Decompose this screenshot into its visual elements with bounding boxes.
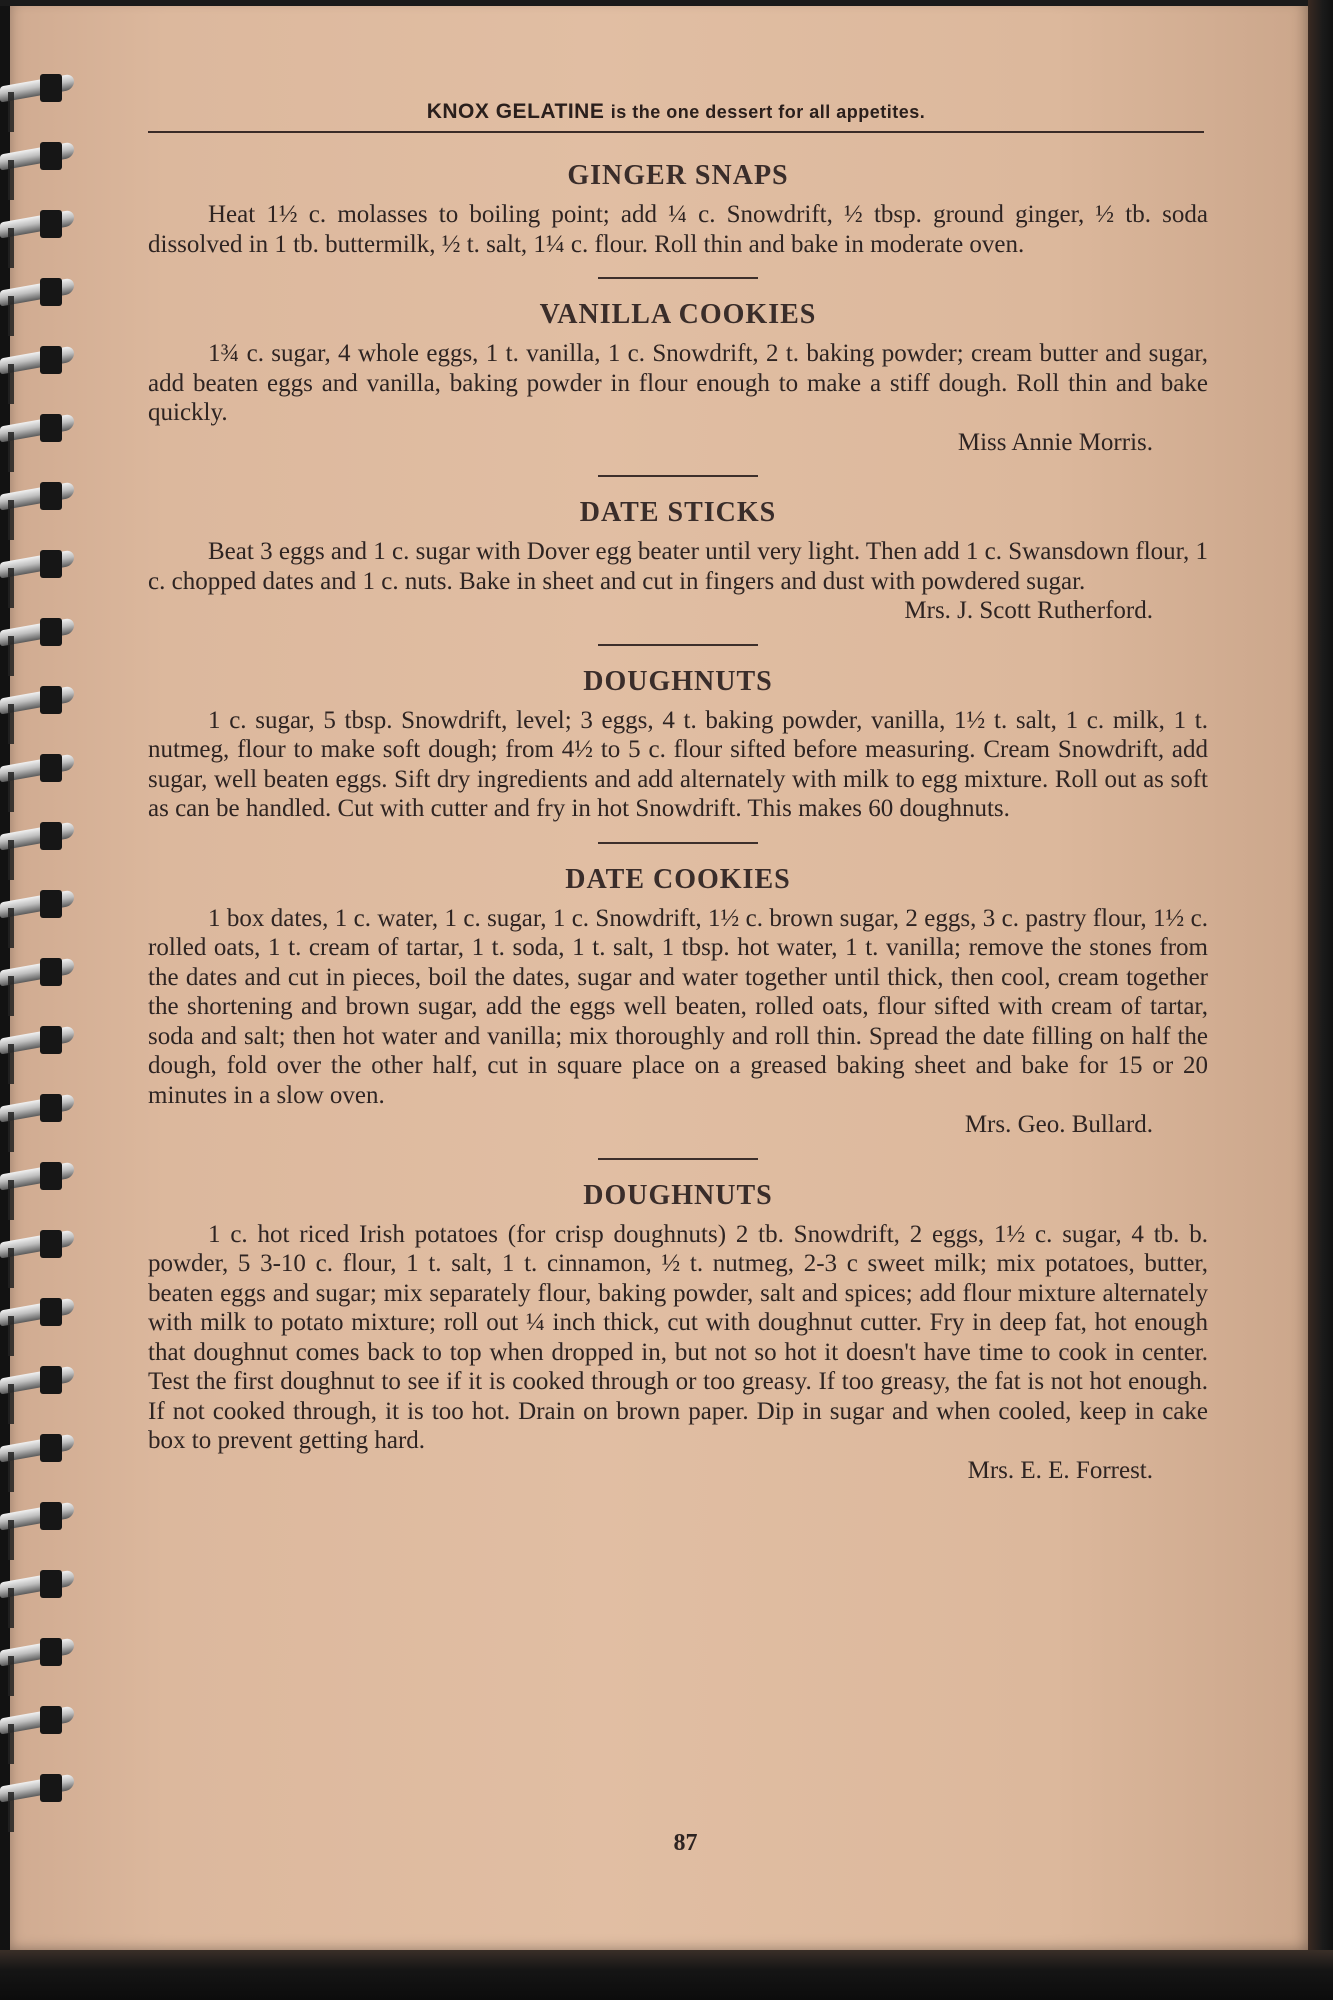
recipe-attribution: Miss Annie Morris. [957, 428, 1153, 456]
top-edge-shadow [0, 0, 1333, 6]
spiral-coil [0, 274, 82, 310]
recipe-date-sticks [148, 495, 1208, 626]
recipe-divider [598, 277, 758, 279]
spiral-binding [0, 70, 90, 1870]
recipe-body: 1 c. sugar, 5 tbsp. Snowdrift, level; 3 eggs, 4 t. baking powder, vanilla, 1½ t. salt, 1 c. milk, 1 t. nutmeg, flour to make soft dough; from 4½ to 5 c. flour sifted before measuring. Cream Snowdrift, add sugar, well beaten eggs. Sift dry ingredients and add alternately with milk to egg mixture. Roll out as soft as can be handled. Cut with cutter and fry in hot Snowdrift. This makes 60 doughnuts. [148, 706, 1208, 822]
recipe-divider [598, 475, 758, 477]
spiral-coil [0, 1022, 82, 1058]
recipe-title: DOUGHNUTS [583, 1179, 773, 1211]
spiral-coil [0, 954, 82, 990]
recipe-body: Beat 3 eggs and 1 c. sugar with Dover egg beater until very light. Then add 1 c. Swansdown flour, 1 c. chopped dates and 1 c. nuts. Bake in sheet and cut in fingers and dust with powdered sugar. [148, 538, 1208, 595]
spiral-coil [0, 1430, 82, 1466]
spiral-coil [0, 546, 82, 582]
page-header [148, 100, 1204, 124]
header-rule [148, 131, 1204, 133]
recipe-list [148, 158, 1208, 1485]
recipe-ginger-snaps [148, 158, 1208, 259]
recipe-attribution: Mrs. J. Scott Rutherford. [904, 597, 1153, 624]
recipe-title: DOUGHNUTS [583, 665, 773, 697]
spiral-coil [0, 614, 82, 650]
spiral-coil [0, 1566, 82, 1602]
recipe-body: Heat 1½ c. molasses to boiling point; add ¼ c. Snowdrift, ½ tbsp. ground ginger, ½ tb. soda dissolved in 1 tb. buttermilk, ½ t. salt, 1¼ c. flour. Roll thin and bake in moderate oven. [148, 201, 1208, 258]
recipe-attribution: Mrs. E. E. Forrest. [967, 1456, 1153, 1484]
spiral-coil [0, 70, 82, 106]
recipe-divider [598, 1158, 758, 1160]
spiral-coil [0, 750, 82, 786]
spiral-coil [0, 478, 82, 514]
spiral-coil [0, 342, 82, 378]
spiral-coil [0, 682, 82, 718]
spiral-coil [0, 818, 82, 854]
spiral-coil [0, 1362, 82, 1398]
spiral-coil [0, 1226, 82, 1262]
recipe-divider [598, 842, 758, 844]
spiral-coil [0, 886, 82, 922]
spiral-coil [0, 1294, 82, 1330]
page-number: 87 [673, 1830, 698, 1856]
spiral-coil [0, 1634, 82, 1670]
spiral-coil [0, 1702, 82, 1738]
recipe-body: 1 c. hot riced Irish potatoes (for crisp doughnuts) 2 tb. Snowdrift, 2 eggs, 1½ c. sugar, 4 tb. b. powder, 5 3-10 c. flour, 1 t. salt, 1 t. cinnamon, ½ t. nutmeg, 2-3 c sweet milk; mix potatoes, butter, beaten eggs and sugar; mix separately flour, baking powder, salt and spices; add flour mixture alternately with milk to potato mixture; roll out ¼ inch thick, cut with doughnut cutter. Fry in deep fat, hot enough that doughnut comes back to top when dropped in, but not so hot it doesn't have time to cook in center. Test the first doughnut to see if it is cooked through or too greasy. If too greasy, the fat is not hot enough. If not cooked through, it is too hot. Drain on brown paper. Dip in sugar and when cooled, keep in cake box to prevent getting hard. [148, 1220, 1208, 1454]
recipe-doughnuts-potato [148, 1178, 1208, 1486]
recipe-body: 1 box dates, 1 c. water, 1 c. sugar, 1 c. Snowdrift, 1½ c. brown sugar, 2 eggs, 3 c. pastry flour, 1½ c. rolled oats, 1 t. cream of tartar, 1 t. soda, 1 t. salt, 1 tbsp. hot water, 1 t. vanilla; remove the stones from the dates and cut in pieces, boil the dates, sugar and water together until thick, then cool, cream together the shortening and brown sugar, add the eggs well beaten, rolled oats, flour sifted with cream of tartar, soda and salt; then hot water and vanilla; mix thoroughly and roll thin. Spread the date filling on half the dough, fold over the other half, cut in square place on a greased baking sheet and bake for 15 or 20 minutes in a slow oven. [148, 904, 1208, 1109]
recipe-date-cookies [148, 862, 1208, 1140]
header-brand: KNOX GELATINE [426, 100, 605, 123]
spiral-coil [0, 410, 82, 446]
header-tagline: is the one dessert for all appetites. [610, 102, 926, 122]
spiral-coil [0, 206, 82, 242]
recipe-title: VANILLA COOKIES [539, 299, 817, 330]
recipe-title: DATE COOKIES [565, 863, 791, 895]
bottom-edge-shadow [0, 1950, 1333, 2000]
spiral-coil [0, 138, 82, 174]
spiral-coil [0, 1158, 82, 1194]
right-edge-shadow [1308, 0, 1333, 2000]
spiral-coil [0, 1770, 82, 1806]
spiral-coil [0, 1090, 82, 1126]
recipe-body: 1¾ c. sugar, 4 whole eggs, 1 t. vanilla, 1 c. Snowdrift, 2 t. baking powder; cream butter and sugar, add beaten eggs and vanilla, baking powder in flour enough to make a stiff dough. Roll thin and bake quickly. [148, 340, 1208, 426]
recipe-vanilla-cookies [148, 297, 1208, 457]
recipe-title: DATE STICKS [579, 497, 777, 528]
recipe-title: GINGER SNAPS [567, 160, 789, 191]
recipe-attribution: Mrs. Geo. Bullard. [964, 1111, 1153, 1138]
recipe-divider [598, 644, 758, 646]
spiral-coil [0, 1498, 82, 1534]
recipe-doughnuts [148, 664, 1208, 824]
